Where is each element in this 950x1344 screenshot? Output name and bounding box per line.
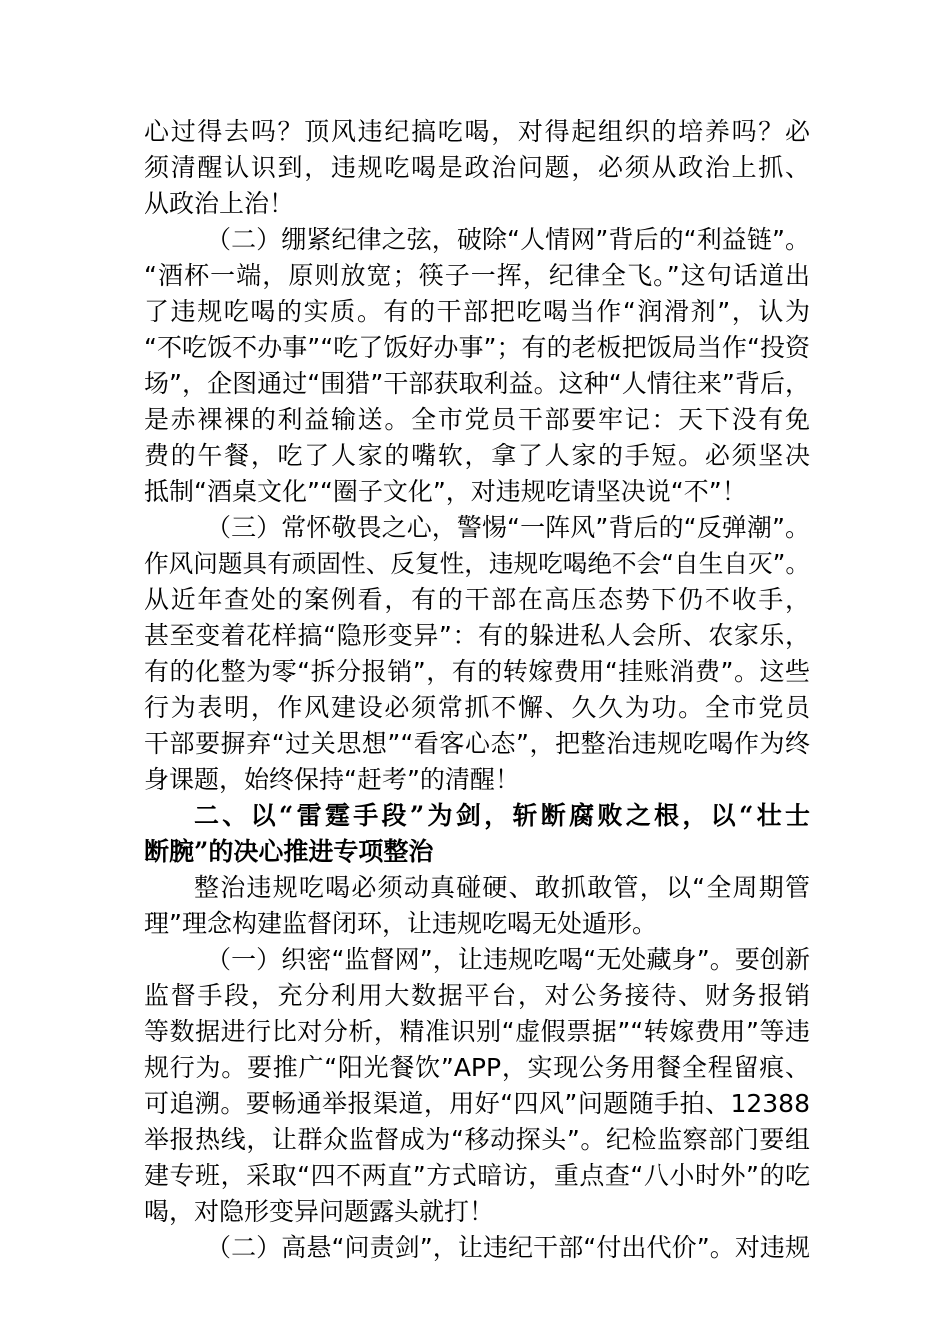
body-text-line: 理”理念构建监督闭环，让违规吃喝无处遁形。 [144, 909, 657, 938]
section-heading-line: 断腕”的决心推进专项整治 [144, 837, 434, 866]
body-text-line: 等数据进行比对分析，精准识别“虚假票据”“转嫁费用”等违 [144, 1017, 810, 1046]
body-text-line: 了违规吃喝的实质。有的干部把吃喝当作“润滑剂”，认为 [144, 297, 810, 326]
body-text-line: （二）绷紧纪律之弦，破除“人情网”背后的“利益链”。 [206, 225, 810, 254]
body-text-line: 规行为。要推广“阳光餐饮”APP，实现公务用餐全程留痕、 [144, 1053, 810, 1082]
body-text-line: 须清醒认识到，违规吃喝是政治问题，必须从政治上抓、 [144, 153, 810, 182]
body-text-line: 甚至变着花样搞“隐形变异”：有的躲进私人会所、农家乐， [144, 621, 810, 650]
body-text-line: 喝，对隐形变异问题露头就打！ [144, 1197, 495, 1226]
body-text-line: 身课题，始终保持“赶考”的清醒！ [144, 765, 520, 794]
body-text-line: 有的化整为零“拆分报销”，有的转嫁费用“挂账消费”。这些 [144, 657, 810, 686]
body-text-line: 抵制“酒桌文化”“圈子文化”，对违规吃请坚决说“不”！ [144, 477, 747, 506]
body-text-line: 建专班，采取“四不两直”方式暗访，重点查“八小时外”的吃 [144, 1161, 810, 1190]
body-text-line: 场”，企图通过“围猎”干部获取利益。这种“人情往来”背后， [144, 369, 810, 398]
body-text-line: 从政治上治！ [144, 189, 295, 218]
body-text-line: 从近年查处的案例看，有的干部在高压态势下仍不收手， [144, 585, 810, 614]
body-text-line: “不吃饭不办事”“吃了饭好办事”；有的老板把饭局当作“投资 [144, 333, 810, 362]
body-text-line: 整治违规吃喝必须动真碰硬、敢抓敢管，以“全周期管 [194, 873, 810, 902]
body-text-line: 干部要摒弃“过关思想”“看客心态”，把整治违规吃喝作为终 [144, 729, 810, 758]
document-body [144, 114, 810, 1266]
body-text-line: （一）织密“监督网”，让违规吃喝“无处藏身”。要创新 [206, 945, 810, 974]
body-text-line: （二）高悬“问责剑”，让违纪干部“付出代价”。对违规 [206, 1233, 810, 1262]
body-text-line: 监督手段，充分利用大数据平台，对公务接待、财务报销 [144, 981, 810, 1010]
body-text-line: 举报热线，让群众监督成为“移动探头”。纪检监察部门要组 [144, 1125, 810, 1154]
body-text-line: 行为表明，作风建设必须常抓不懈、久久为功。全市党员 [144, 693, 810, 722]
body-text-line: 作风问题具有顽固性、反复性，违规吃喝绝不会“自生自灭”。 [144, 549, 810, 578]
body-text-line: “酒杯一端，原则放宽；筷子一挥，纪律全飞。”这句话道出 [144, 261, 810, 290]
body-text-line: 可追溯。要畅通举报渠道，用好“四风”问题随手拍、12388 [144, 1089, 810, 1118]
body-text-line: 是赤裸裸的利益输送。全市党员干部要牢记：天下没有免 [144, 405, 810, 434]
body-text-line: 心过得去吗？顶风违纪搞吃喝，对得起组织的培养吗？必 [144, 117, 810, 146]
body-text-line: （三）常怀敬畏之心，警惕“一阵风”背后的“反弹潮”。 [206, 513, 810, 542]
body-text-line: 费的午餐，吃了人家的嘴软，拿了人家的手短。必须坚决 [144, 441, 810, 470]
section-heading-line: 二、以“雷霆手段”为剑，斩断腐败之根，以“壮士 [194, 801, 810, 830]
